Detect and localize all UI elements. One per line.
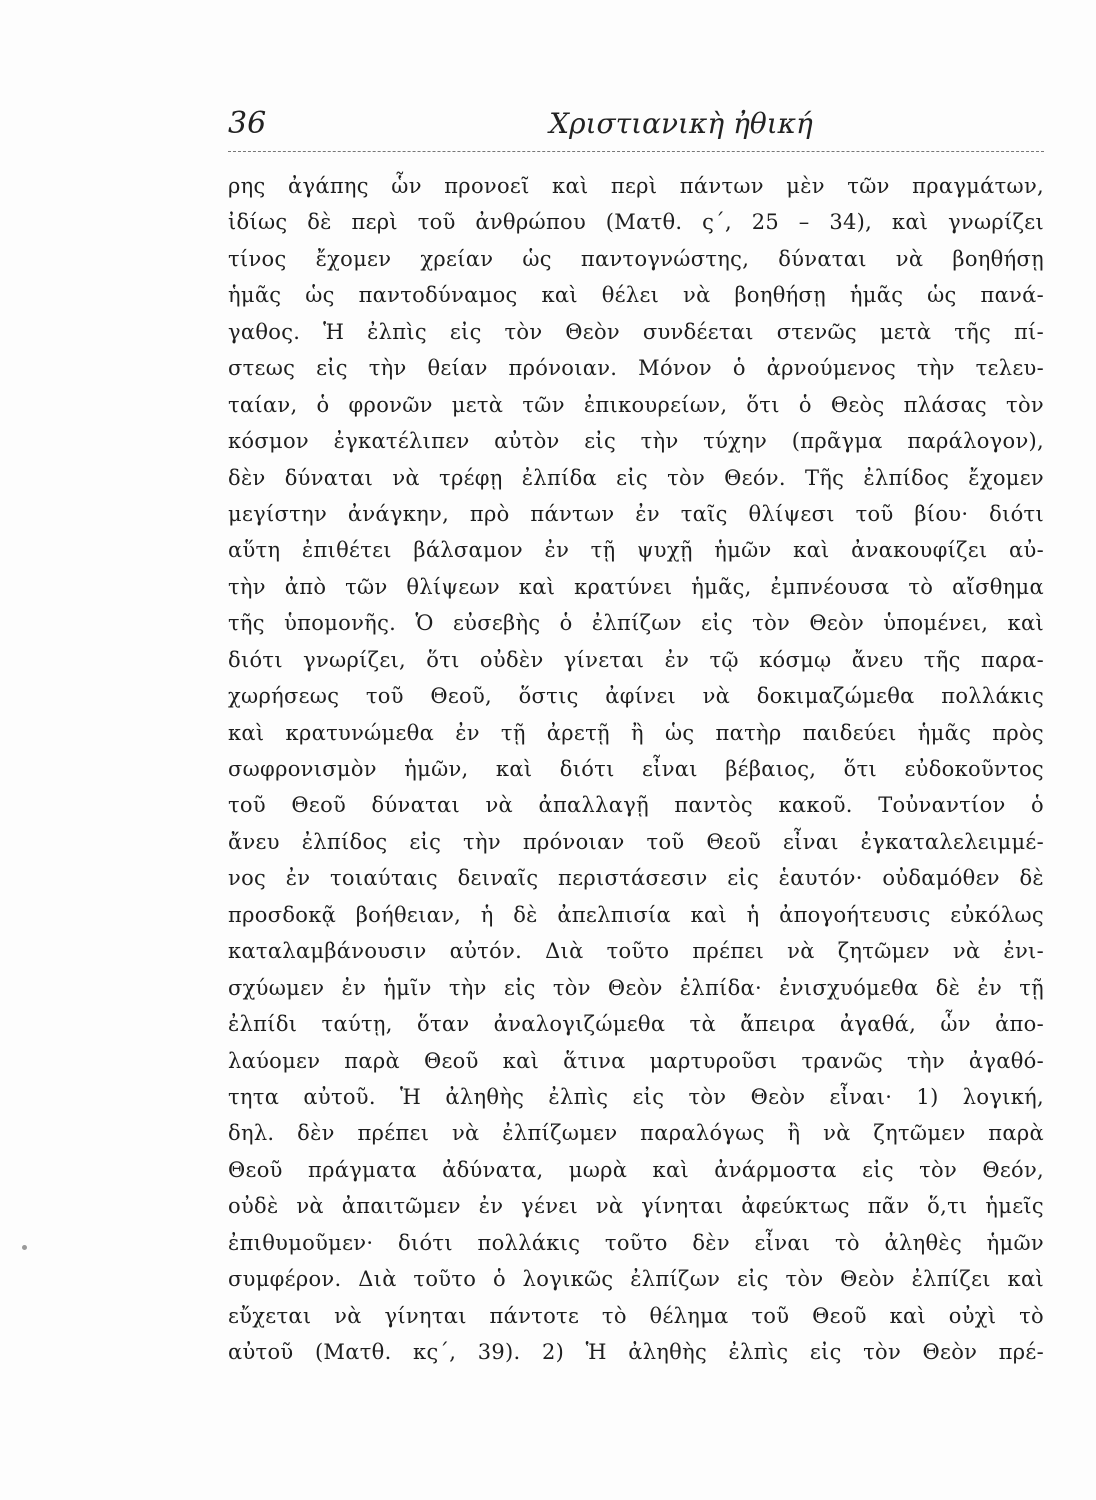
text-line: ἐπιθυμοῦμεν· διότι πολλάκις τοῦτο δὲν εἶναι τὸ ἀληθὲς ἡμῶν (228, 1230, 1044, 1255)
text-line: σχύωμεν ἐν ἡμῖν τὴν εἰς τὸν Θεὸν ἐλπίδα· ἐνισχυόμεθα δὲ ἐν τῇ (228, 975, 1044, 1000)
text-line: χωρήσεως τοῦ Θεοῦ, ὅστις ἀφίνει νὰ δοκιμαζώμεθα πολλάκις (228, 684, 1044, 709)
text-line: νος ἐν τοιαύταις δειναῖς περιστάσεσιν εἰς ἑαυτόν· οὐδαμόθεν δὲ (228, 866, 1044, 891)
text-line: καταλαμβάνουσιν αὐτόν. Διὰ τοῦτο πρέπει νὰ ζητῶμεν νὰ ἐνι- (228, 939, 1044, 964)
text-line: ταίαν, ὁ φρονῶν μετὰ τῶν ἐπικουρείων, ὅτι ὁ Θεὸς πλάσας τὸν (228, 392, 1044, 417)
text-line: προσδοκᾷ βοήθειαν, ἡ δὲ ἀπελπισία καὶ ἡ ἀπογοήτευσις εὐκόλως (228, 902, 1044, 927)
text-line: τῆς ὑπομονῆς. Ὁ εὐσεβὴς ὁ ἐλπίζων εἰς τὸν Θεὸν ὑπομένει, καὶ (228, 611, 1044, 636)
text-line: σωφρονισμὸν ἡμῶν, καὶ διότι εἶναι βέβαιος, ὅτι εὐδοκοῦντος (228, 757, 1044, 781)
text-line: ἄνευ ἐλπίδος εἰς τὴν πρόνοιαν τοῦ Θεοῦ εἶναι ἐγκαταλελειμμέ- (228, 829, 1044, 854)
text-line: καὶ κρατυνώμεθα ἐν τῇ ἀρετῇ ἢ ὡς πατὴρ παιδεύει ἡμᾶς πρὸς (228, 720, 1044, 745)
running-header (228, 104, 1044, 152)
text-line: ἡμᾶς ὡς παντοδύναμος καὶ θέλει νὰ βοηθήσῃ ἡμᾶς ὡς πανά- (228, 283, 1044, 308)
text-line: στεως εἰς τὴν θείαν πρόνοιαν. Μόνον ὁ ἀρνούμενος τὴν τελευ- (228, 356, 1044, 381)
text-line: τὴν ἀπὸ τῶν θλίψεων καὶ κρατύνει ἡμᾶς, ἐμπνέουσα τὸ αἴσθημα (228, 574, 1044, 599)
text-line: δηλ. δὲν πρέπει νὰ ἐλπίζωμεν παραλόγως ἢ νὰ ζητῶμεν παρὰ (228, 1121, 1044, 1146)
text-line: ἰδίως δὲ περὶ τοῦ ἀνθρώπου (Ματθ. ς΄, 25 – 34), καὶ γνωρίζει (228, 210, 1044, 235)
text-line: συμφέρον. Διὰ τοῦτο ὁ λογικῶς ἐλπίζων εἰς τὸν Θεὸν ἐλπίζει καὶ (228, 1267, 1044, 1292)
text-line: τοῦ Θεοῦ δύναται νὰ ἀπαλλαγῇ παντὸς κακοῦ. Τοὐναντίον ὁ (228, 793, 1044, 818)
running-title: Χριστιανικὴ ἠθική (549, 107, 813, 140)
text-line: εὔχεται νὰ γίνηται πάντοτε τὸ θέλημα τοῦ Θεοῦ καὶ οὐχὶ τὸ (228, 1303, 1044, 1328)
text-line: αὐτοῦ (Ματθ. κς΄, 39). 2) Ἡ ἀληθὴς ἐλπὶς εἰς τὸν Θεὸν πρέ- (228, 1340, 1044, 1364)
margin-mark (22, 1245, 27, 1250)
text-line: αὕτη ἐπιθέτει βάλσαμον ἐν τῇ ψυχῇ ἡμῶν καὶ ἀνακουφίζει αὐ- (228, 538, 1044, 563)
text-line: ἐλπίδι ταύτῃ, ὅταν ἀναλογιζώμεθα τὰ ἄπειρα ἀγαθά, ὧν ἀπο- (228, 1012, 1044, 1037)
text-line: ρης ἀγάπης ὧν προνοεῖ καὶ περὶ πάντων μὲν τῶν πραγμάτων, (228, 174, 1044, 198)
text-line: Θεοῦ πράγματα ἀδύνατα, μωρὰ καὶ ἀνάρμοστα εἰς τὸν Θεόν, (228, 1157, 1044, 1182)
text-line: οὐδὲ νὰ ἀπαιτῶμεν ἐν γένει νὰ γίνηται ἀφεύκτως πᾶν ὅ,τι ἡμεῖς (228, 1194, 1044, 1219)
body-text (228, 168, 1044, 1370)
text-line: μεγίστην ἀνάγκην, πρὸ πάντων ἐν ταῖς θλίψεσι τοῦ βίου· διότι (228, 501, 1044, 526)
text-line: κόσμον ἐγκατέλιπεν αὐτὸν εἰς τὴν τύχην (πρᾶγμα παράλογον), (228, 429, 1044, 454)
header-divider (228, 151, 1044, 152)
page-number: 36 (228, 106, 267, 141)
text-line: διότι γνωρίζει, ὅτι οὐδὲν γίνεται ἐν τῷ κόσμῳ ἄνευ τῆς παρα- (228, 647, 1044, 672)
text-line: τίνος ἔχομεν χρείαν ὡς παντογνώστης, δύναται νὰ βοηθήσῃ (228, 246, 1044, 271)
text-line: δὲν δύναται νὰ τρέφῃ ἐλπίδα εἰς τὸν Θεόν. Τῆς ἐλπίδος ἔχομεν (228, 465, 1044, 490)
text-line: λαύομεν παρὰ Θεοῦ καὶ ἅτινα μαρτυροῦσι τρανῶς τὴν ἀγαθό- (228, 1048, 1044, 1073)
text-line: γαθος. Ἡ ἐλπὶς εἰς τὸν Θεὸν συνδέεται στενῶς μετὰ τῆς πί- (228, 319, 1044, 344)
text-line: τητα αὐτοῦ. Ἡ ἀληθὴς ἐλπὶς εἰς τὸν Θεὸν εἶναι· 1) λογική, (228, 1084, 1044, 1109)
